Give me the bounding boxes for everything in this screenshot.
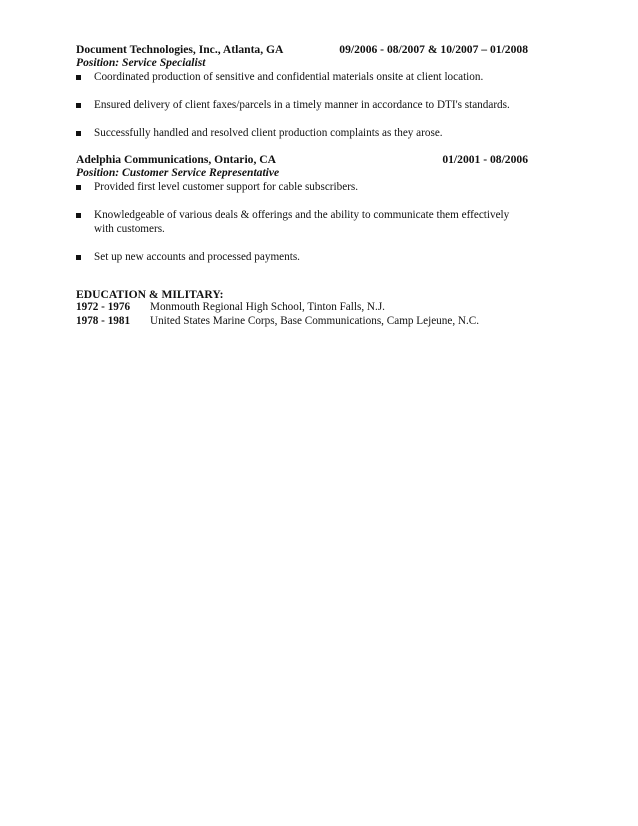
job-company: Adelphia Communications, Ontario, CA <box>76 153 277 166</box>
bullet-text: Ensured delivery of client faxes/parcels in a timely manner in accordance to DTI's standards. <box>94 99 510 111</box>
education-text: Monmouth Regional High School, Tinton Falls, N.J. <box>150 301 385 313</box>
education-text: United States Marine Corps, Base Communications, Camp Lejeune, N.C. <box>150 314 480 327</box>
education-row <box>76 315 528 329</box>
square-bullet-icon <box>76 75 81 80</box>
square-bullet-icon <box>76 213 81 218</box>
job-position: Position: Customer Service Representative <box>76 166 280 179</box>
bullet-text: Knowledgeable of various deals & offerings and the ability to communicate them effectively with customers. <box>94 209 510 235</box>
list-item <box>76 99 528 113</box>
job-header <box>76 153 528 166</box>
education-years: 1972 - 1976 <box>76 301 131 313</box>
section-title: EDUCATION & MILITARY: <box>76 288 224 301</box>
job-dates: 09/2006 - 08/2007 & 10/2007 – 01/2008 <box>339 43 528 56</box>
list-item <box>76 251 528 265</box>
job-dates: 01/2001 - 08/2006 <box>442 153 528 166</box>
square-bullet-icon <box>76 103 81 108</box>
job-entry-adelphia <box>76 153 528 279</box>
bullet-text: Successfully handled and resolved client production complaints as they arose. <box>94 127 443 139</box>
list-item <box>76 127 528 141</box>
job-company: Document Technologies, Inc., Atlanta, GA <box>76 43 284 56</box>
bullet-text: Set up new accounts and processed payments. <box>94 250 300 263</box>
bullet-text: Coordinated production of sensitive and confidential materials onsite at client location. <box>94 71 484 83</box>
job-bullet-list <box>76 71 528 141</box>
list-item <box>76 181 528 195</box>
job-bullet-list <box>76 181 528 264</box>
square-bullet-icon <box>76 185 81 190</box>
education-row <box>76 301 528 315</box>
bullet-text: Provided first level customer support for cable subscribers. <box>94 181 359 193</box>
job-entry-document-technologies <box>76 43 528 155</box>
list-item <box>76 71 528 85</box>
list-item <box>76 209 528 236</box>
education-military-section <box>76 288 528 328</box>
square-bullet-icon <box>76 255 81 260</box>
education-years: 1978 - 1981 <box>76 314 131 327</box>
job-position: Position: Service Specialist <box>76 56 206 69</box>
square-bullet-icon <box>76 131 81 136</box>
job-header <box>76 43 528 56</box>
